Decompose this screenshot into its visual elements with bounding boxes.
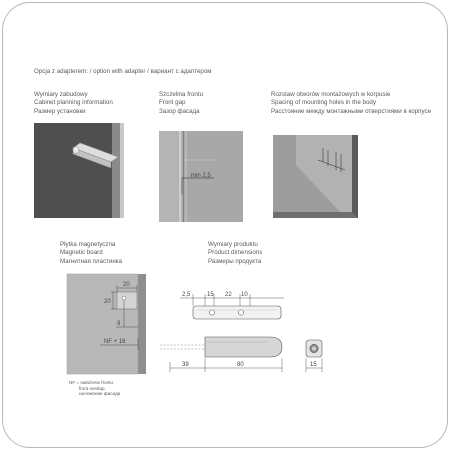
magnet-dim-20-side: 20 [104,299,111,305]
magnet-dim-9: 9 [117,321,121,327]
dim-15-end: 15 [310,362,317,368]
cabinet-caption-en: Cabinet planning information [34,99,113,107]
magnetic-board-caption-en: Magnetic board [60,249,103,257]
front-gap-caption-ru: Зазор фасада [159,107,200,115]
front-gap-caption-pl: Szczelina frontu [159,91,204,98]
magnetic-board-caption-ru: Магнитная пластинка [60,257,123,265]
product-dimensions-caption-en: Product dimensions [208,249,263,257]
cabinet-caption-ru: Размер установки [34,107,86,115]
mounting-holes-caption-en: Spacing of mounting holes in the body [271,99,376,107]
overlap-note-pl: NF = nałożenie frontu [69,380,114,385]
mounting-holes-caption-ru: Расстояние между монтажными отверстиями в корпусе [271,107,432,115]
dim-22: 22 [225,292,232,298]
overlap-note-en: front overlap [79,385,105,391]
front-gap-dim-label: min 2,5 [191,173,211,179]
dim-80: 80 [237,362,244,368]
magnet-dim-nf: NF + 16 [104,339,126,345]
front-gap-caption-en: Front gap [159,99,186,107]
option-title: Opcja z adapterem: / option with adapter / вариант с адаптером [34,68,212,75]
dim-10: 10 [241,292,248,298]
product-end-body [306,340,322,357]
magnetic-board-caption-pl: Płytka magnetyczna [60,241,116,248]
magnet-dim-20-top: 20 [123,282,130,288]
product-dimensions-caption-pl: Wymiary produktu [208,241,258,248]
product-dimensions-caption-ru: Размеры продукта [208,257,262,265]
overlap-note-ru: наложение фасада [79,391,121,397]
mounting-holes-caption-pl: Rozstaw otworów montażowych w korpusie [271,91,391,98]
cabinet-caption-pl: Wymiary zabudowy [34,91,88,98]
dim-15: 15 [207,292,214,298]
dim-2-5: 2,5 [182,292,191,298]
dim-39: 39 [182,362,189,368]
